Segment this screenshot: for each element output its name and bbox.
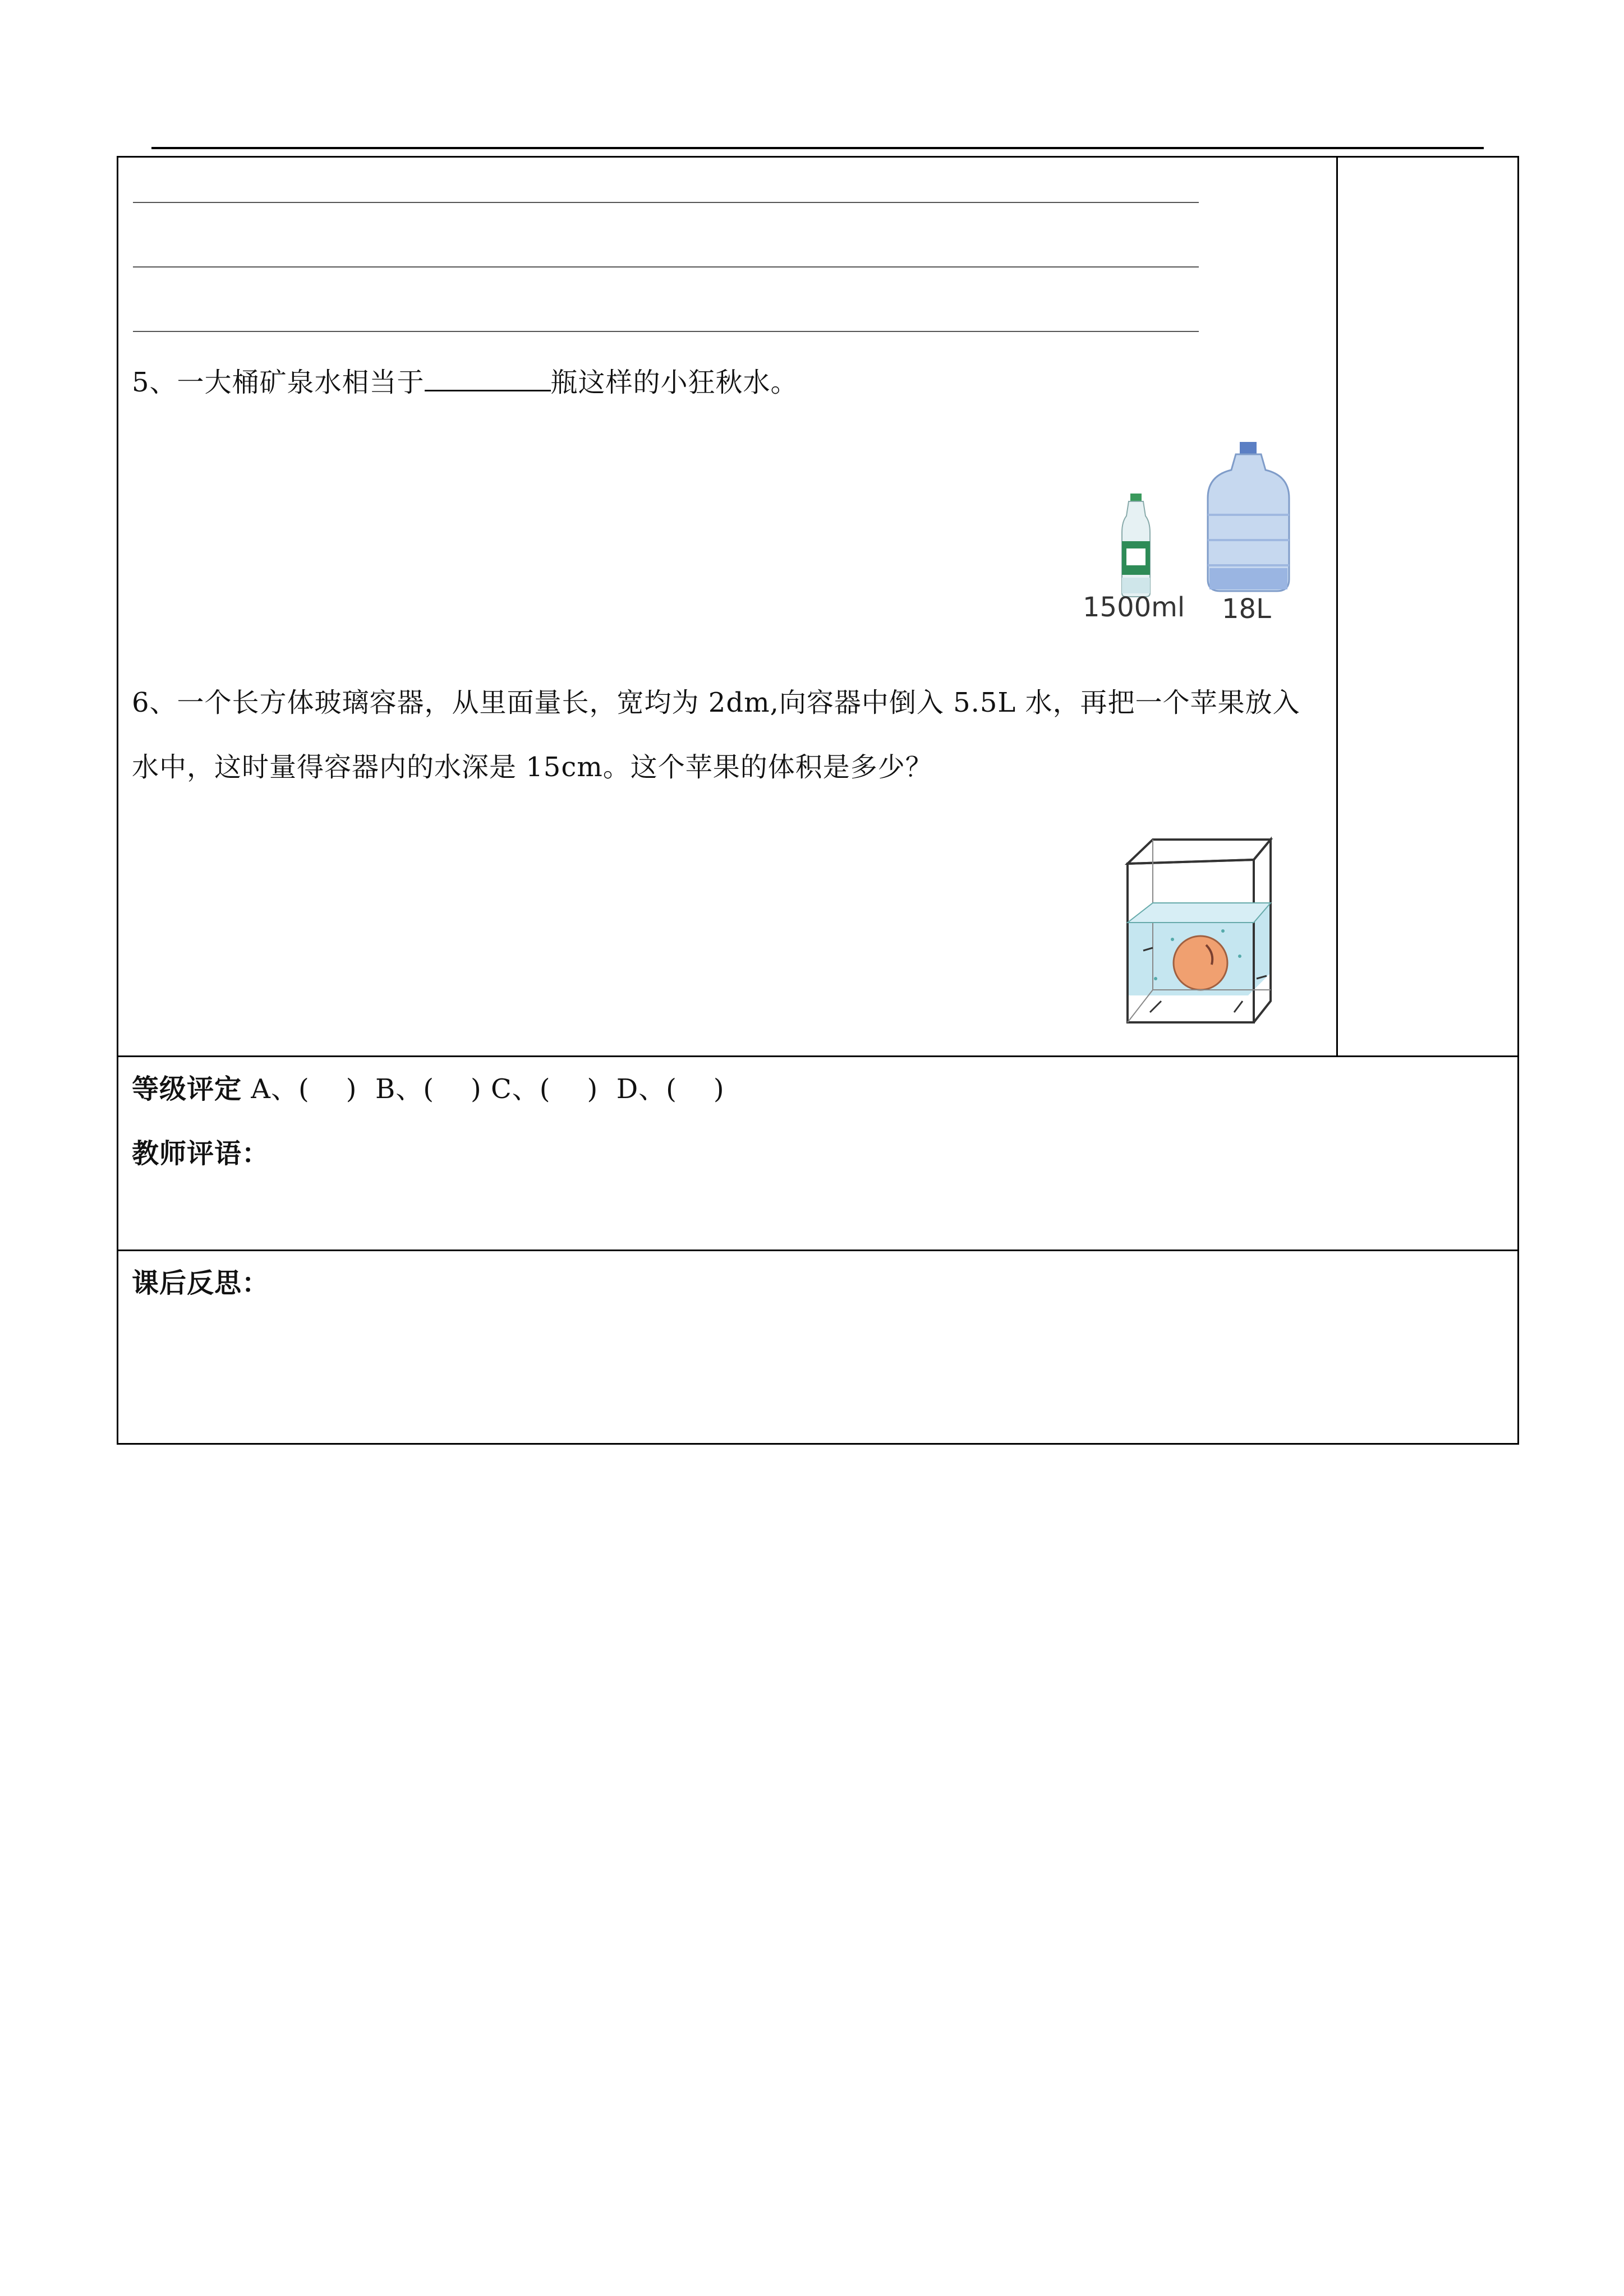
question-6-line-1: 6、一个长方体玻璃容器，从里面量长，宽均为 2dm,向容器中倒入 5.5L 水，再把一个苹果放入 [132,687,1300,718]
small-water-bottle-image [1116,494,1156,597]
grading-options: A、( ) B、( ) C、( ) D、( ) [251,1073,725,1105]
small-bottle-label: 1500ml [1083,592,1185,623]
question-5-answer-blank[interactable] [425,366,551,391]
large-water-jug-image [1205,442,1292,592]
question-5-prefix: 5、一大桶矿泉水相当于 [132,367,425,398]
teacher-comment-label: 教师评语： [132,1138,270,1169]
side-column-divider [1336,156,1338,1057]
glass-container-apple-image [1122,833,1285,1035]
question-5-suffix: 瓶这样的小狂秋水。 [550,367,798,398]
answer-line-3 [133,331,1199,332]
large-jug-label: 18L [1222,593,1271,625]
grading-label: 等级评定 [132,1073,242,1105]
answer-line-2 [133,266,1199,268]
header-rule [151,147,1484,149]
answer-line-1 [133,202,1199,203]
worksheet-table [117,156,1519,1445]
grading-row [132,1072,725,1106]
row-divider-grading [117,1055,1519,1057]
reflection-label: 课后反思： [132,1267,270,1299]
row-divider-reflection [117,1250,1519,1251]
question-5 [132,366,798,399]
question-6-line-2: 水中，这时量得容器内的水深是 15cm。这个苹果的体积是多少？ [132,751,933,783]
